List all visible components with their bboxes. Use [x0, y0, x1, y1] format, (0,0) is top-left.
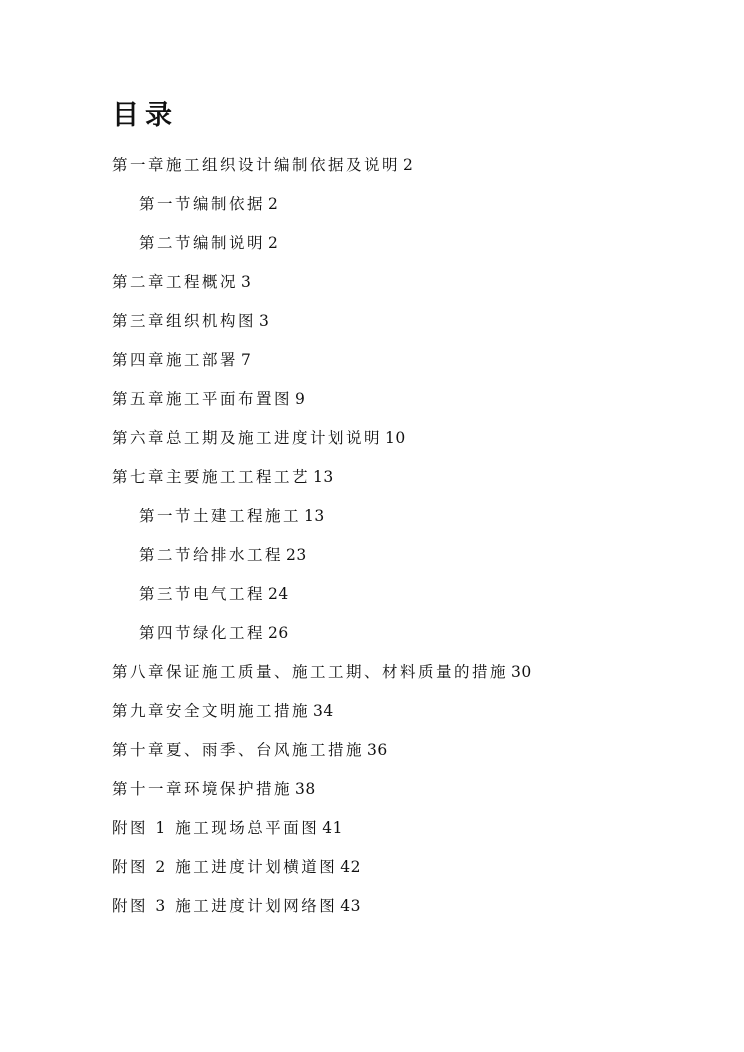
toc-entry[interactable]: [112, 578, 712, 617]
toc-entry[interactable]: [112, 695, 712, 734]
toc-entry-title: 第一节编制依据: [139, 195, 266, 213]
toc-entry-title: 第三章组织机构图: [112, 312, 257, 330]
toc-entry-title: 第三节电气工程: [139, 585, 266, 603]
toc-entry-title: 第一节土建工程施工: [139, 507, 302, 525]
toc-entry-title: 附图 1 施工现场总平面图: [112, 819, 320, 837]
toc-entry-title: 第五章施工平面布置图: [112, 390, 293, 408]
toc-title: 目录: [112, 100, 178, 131]
toc-entry-page-number: 3: [259, 312, 270, 330]
toc-entry[interactable]: [112, 890, 712, 929]
toc-entry[interactable]: [112, 422, 712, 461]
toc-entry-title: 第八章保证施工质量、施工工期、材料质量的措施: [112, 663, 509, 681]
toc-entry[interactable]: [112, 227, 712, 266]
toc-entry-page-number: 26: [268, 624, 289, 642]
toc-entry-page-number: 24: [268, 585, 289, 603]
toc-entry-page-number: 43: [340, 897, 361, 915]
toc-entry-page-number: 9: [295, 390, 306, 408]
toc-entry[interactable]: [112, 266, 712, 305]
toc-entry-title: 附图 2 施工进度计划横道图: [112, 858, 338, 876]
toc-entry-title: 第十一章环境保护措施: [112, 780, 293, 798]
toc-entry-page-number: 2: [268, 234, 279, 252]
toc-entry[interactable]: [112, 149, 712, 188]
toc-entry[interactable]: [112, 461, 712, 500]
toc-entry-title: 第四章施工部署: [112, 351, 239, 369]
toc-entry[interactable]: [112, 812, 712, 851]
toc-entry-title: 第一章施工组织设计编制依据及说明: [112, 156, 401, 174]
toc-entry-title: 第二节给排水工程: [139, 546, 284, 564]
toc-entry-page-number: 23: [286, 546, 307, 564]
toc-entry[interactable]: [112, 344, 712, 383]
toc-entry[interactable]: [112, 734, 712, 773]
toc-entry-page-number: 42: [340, 858, 361, 876]
toc-entry[interactable]: [112, 773, 712, 812]
toc-entry[interactable]: [112, 539, 712, 578]
toc-entry-page-number: 7: [241, 351, 252, 369]
toc-entry-title: 附图 3 施工进度计划网络图: [112, 897, 338, 915]
toc-entry-title: 第十章夏、雨季、台风施工措施: [112, 741, 365, 759]
toc-entry[interactable]: [112, 500, 712, 539]
toc-entry[interactable]: [112, 188, 712, 227]
toc-entry-title: 第七章主要施工工程工艺: [112, 468, 311, 486]
toc-list: [112, 149, 712, 929]
toc-entry-page-number: 10: [385, 429, 406, 447]
toc-entry-page-number: 13: [313, 468, 334, 486]
toc-entry-page-number: 38: [295, 780, 316, 798]
toc-entry-page-number: 34: [313, 702, 334, 720]
toc-entry-title: 第二章工程概况: [112, 273, 239, 291]
toc-entry-page-number: 13: [304, 507, 325, 525]
toc-entry-title: 第六章总工期及施工进度计划说明: [112, 429, 383, 447]
toc-entry-title: 第九章安全文明施工措施: [112, 702, 311, 720]
toc-entry[interactable]: [112, 851, 712, 890]
toc-entry[interactable]: [112, 383, 712, 422]
toc-entry[interactable]: [112, 617, 712, 656]
toc-entry-page-number: 2: [268, 195, 279, 213]
toc-entry[interactable]: [112, 656, 712, 695]
toc-entry-page-number: 3: [241, 273, 252, 291]
toc-entry-page-number: 30: [511, 663, 532, 681]
toc-entry-page-number: 41: [322, 819, 343, 837]
toc-entry-title: 第二节编制说明: [139, 234, 266, 252]
toc-entry-page-number: 2: [403, 156, 414, 174]
toc-entry-page-number: 36: [367, 741, 388, 759]
toc-entry[interactable]: [112, 305, 712, 344]
toc-entry-title: 第四节绿化工程: [139, 624, 266, 642]
